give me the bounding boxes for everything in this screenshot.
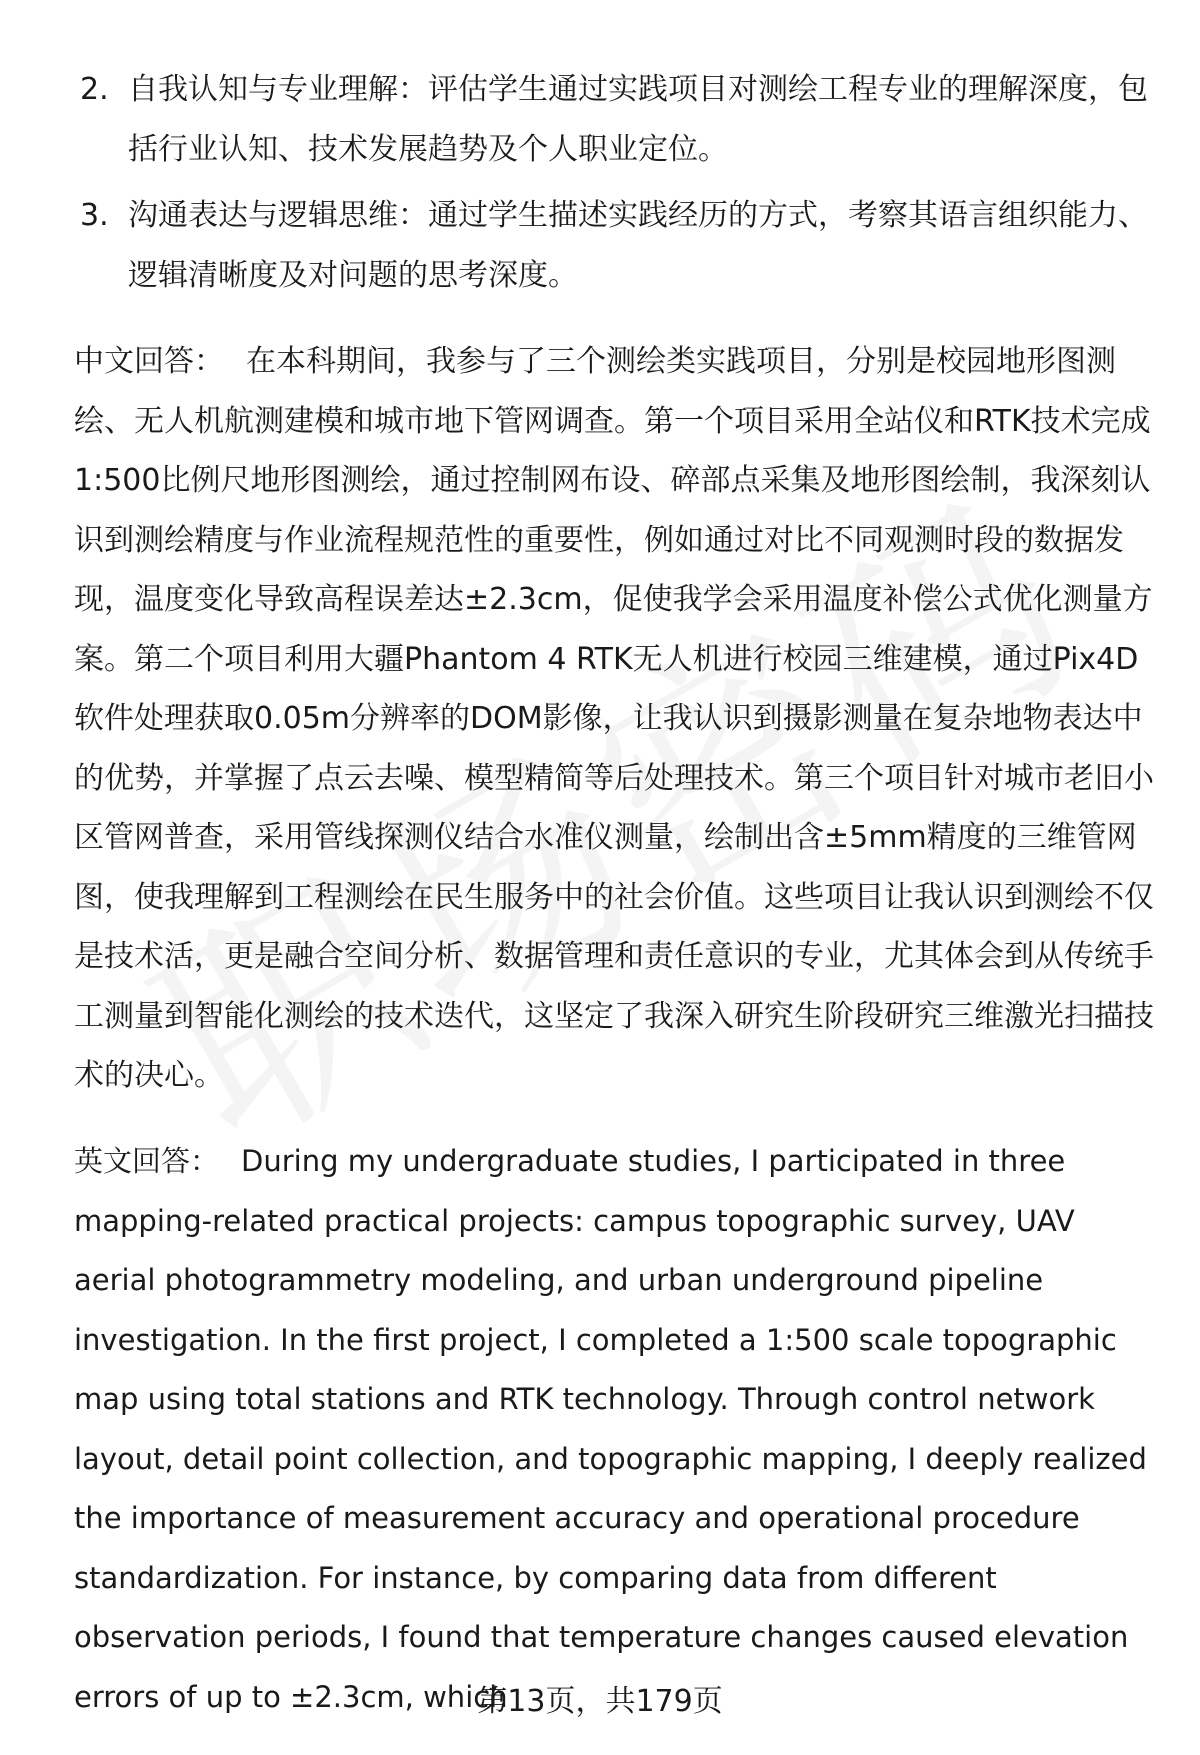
chinese-answer-paragraph [74,332,1154,1106]
english-answer-text: During my undergraduate studies, I participated in three mapping-related practical projects: campus topographic survey, UAV aerial photogrammetry modeling, and urban underground pipeline investigation. In the first project, I completed a 1:500 scale topographic map using total stations and RTK technology. Through control network layout, detail point collection, and topographic mapping, I deeply realized the importance of measurement accuracy and operational procedure standardization. For instance, by comparing data from different observation periods, I found that temperature changes caused elevation errors of up to ±2.3cm, which [74,1144,1147,1714]
list-item [0,60,1200,180]
page-number-footer: 第13页，共179页 [477,1684,723,1719]
chinese-answer-label: 中文回答： [74,344,224,379]
numbered-list [0,60,1200,312]
list-number: 3. [80,198,109,233]
list-number: 2. [80,72,109,107]
chinese-answer-text: 在本科期间，我参与了三个测绘类实践项目，分别是校园地形图测绘、无人机航测建模和城市地下管网调查。第一个项目采用全站仪和RTK技术完成1:500比例尺地形图测绘，通过控制网布设、碎部点采集及地形图绘制，我深刻认识到测绘精度与作业流程规范性的重要性，例如通过对比不同观测时段的数据发现，温度变化导致高程误差达±2.3cm，促使我学会采用温度补偿公式优化测量方案。第二个项目利用大疆Phantom 4 RTK无人机进行校园三维建模，通过Pix4D软件处理获取0.05m分辨率的DOM影像，让我认识到摄影测量在复杂地物表达中的优势，并掌握了点云去噪、模型精简等后处理技术。第三个项目针对城市老旧小区管网普查，采用管线探测仪结合水准仪测量，绘制出含±5mm精度的三维管网图，使我理解到工程测绘在民生服务中的社会价值。这些项目让我认识到测绘不仅是技术活，更是融合空间分析、数据管理和责任意识的专业，尤其体会到从传统手工测量到智能化测绘的技术迭代，这坚定了我深入研究生阶段研究三维激光扫描技术的决心。 [74,344,1154,1093]
english-answer-label: 英文回答： [74,1144,220,1178]
list-item [0,186,1200,306]
english-answer-paragraph [74,1132,1154,1727]
list-text: 自我认知与专业理解：评估学生通过实践项目对测绘工程专业的理解深度，包括行业认知、技术发展趋势及个人职业定位。 [128,72,1148,167]
list-text: 沟通表达与逻辑思维：通过学生描述实践经历的方式，考察其语言组织能力、逻辑清晰度及对问题的思考深度。 [128,198,1148,293]
